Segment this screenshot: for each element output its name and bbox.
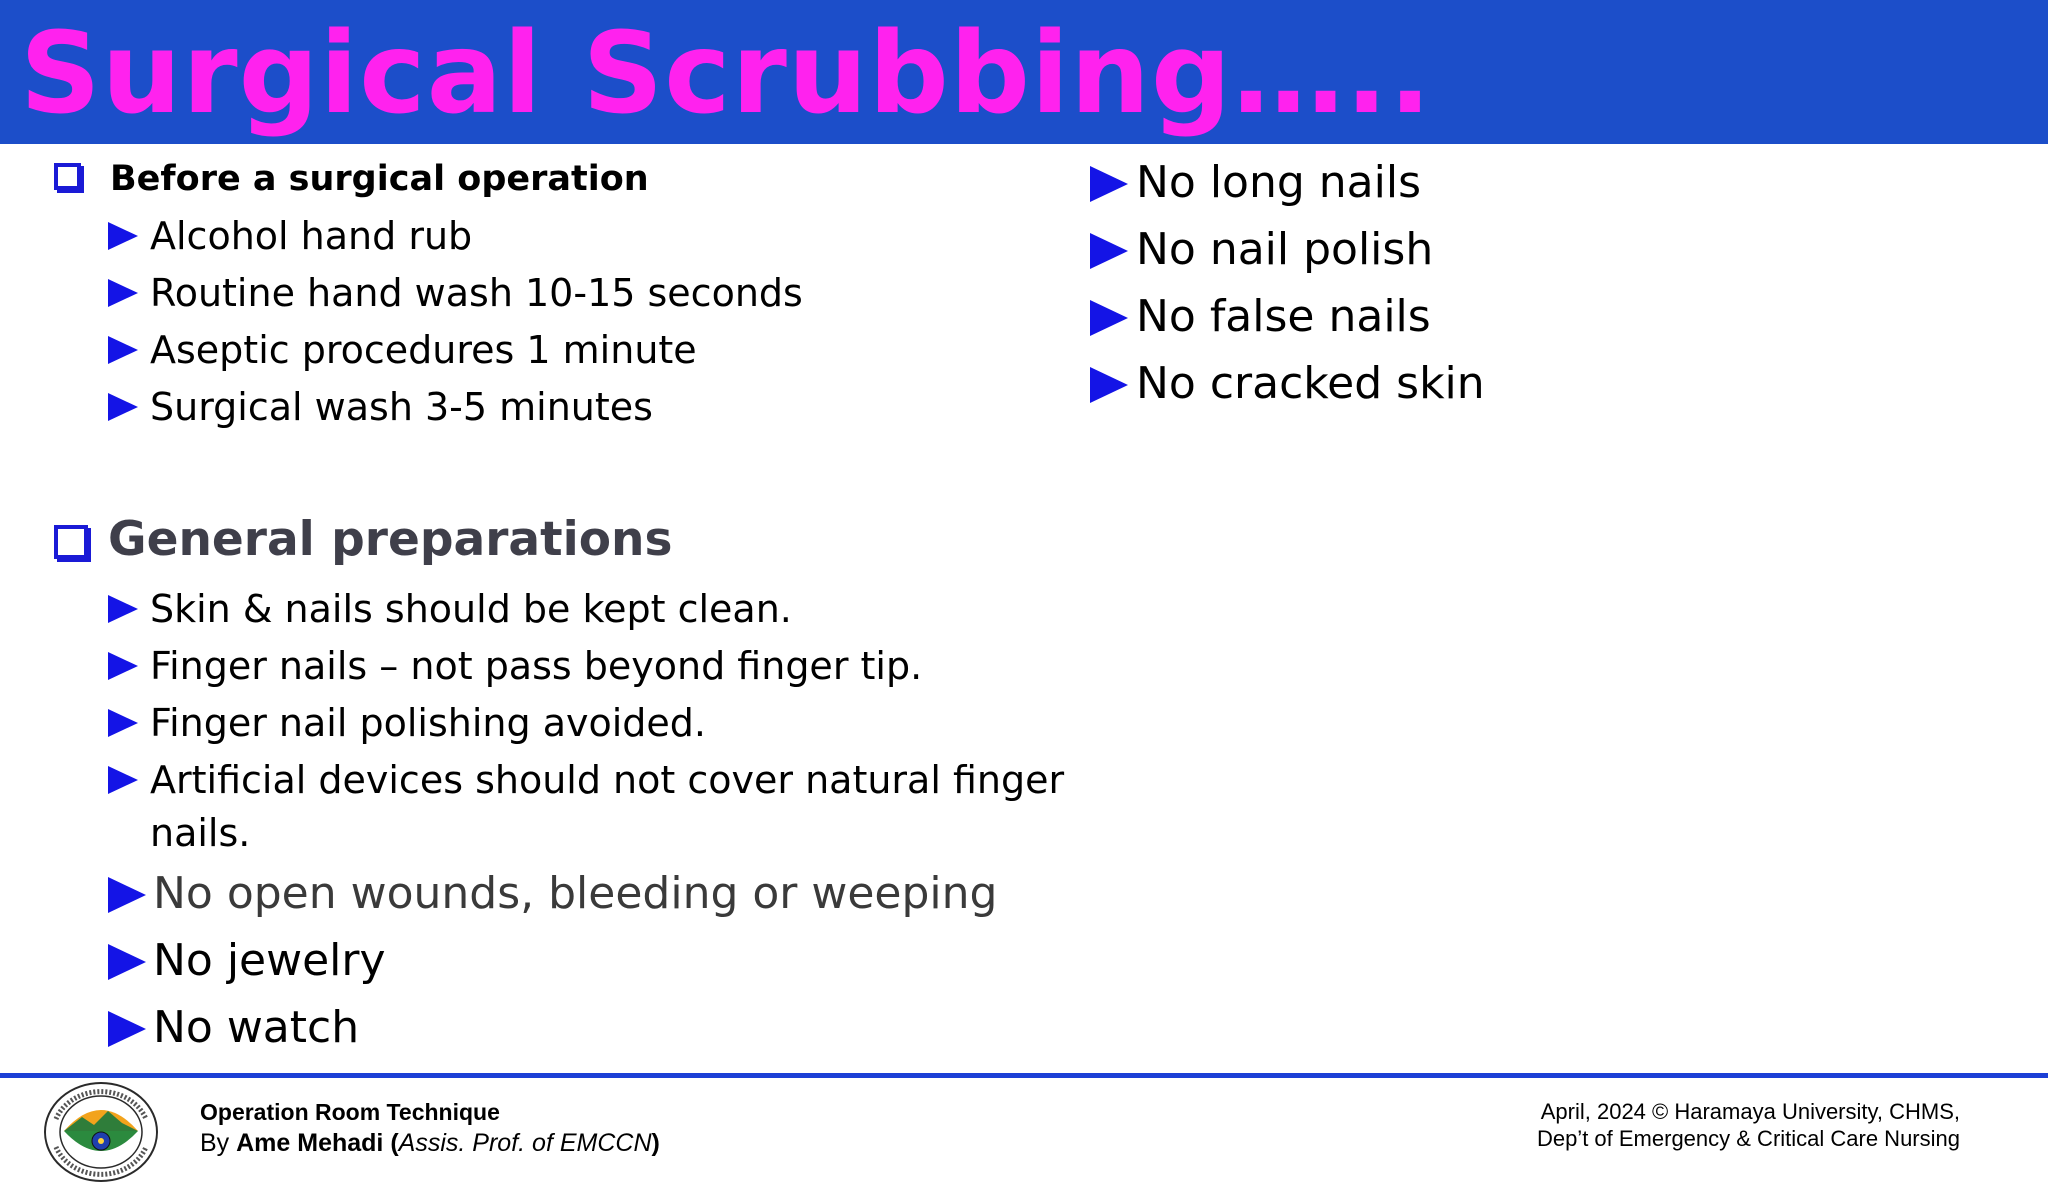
- list-item-continuation: nails.: [150, 811, 251, 855]
- author-line: [200, 1128, 660, 1159]
- footer-copyright: [1537, 1098, 1960, 1152]
- checkbox-icon: [54, 525, 88, 559]
- author-name: Ame Mehadi: [236, 1129, 384, 1157]
- list-item: No watch: [153, 1002, 360, 1053]
- copyright-line: April, 2024 © Haramaya University, CHMS,: [1540, 1099, 1960, 1124]
- author-title-close: ): [651, 1129, 660, 1157]
- list-item: Artificial devices should not cover natural finger: [150, 758, 1065, 802]
- arrow-bullet-icon: [108, 279, 138, 307]
- arrow-bullet-icon: [108, 336, 138, 364]
- list-item: Routine hand wash 10-15 seconds: [150, 271, 803, 315]
- arrow-bullet-icon: [1090, 233, 1128, 269]
- course-name: Operation Room Technique: [200, 1099, 500, 1125]
- list-item: Aseptic procedures 1 minute: [150, 328, 697, 372]
- slide-title: Surgical Scrubbing…..: [20, 9, 1433, 139]
- section-heading-general-preparations: General preparations: [108, 512, 673, 567]
- arrow-bullet-icon: [108, 652, 138, 680]
- arrow-bullet-icon: [108, 1011, 146, 1047]
- list-item: No long nails: [1136, 157, 1421, 208]
- arrow-bullet-icon: [108, 595, 138, 623]
- arrow-bullet-icon: [1090, 166, 1128, 202]
- arrow-bullet-icon: [1090, 367, 1128, 403]
- list-item: No cracked skin: [1136, 358, 1485, 409]
- checkbox-icon: [54, 163, 81, 190]
- author-title: Assis. Prof. of EMCCN: [398, 1129, 652, 1157]
- arrow-bullet-icon: [1090, 300, 1128, 336]
- list-item: Skin & nails should be kept clean.: [150, 587, 792, 631]
- title-bar: [0, 0, 2048, 144]
- arrow-bullet-icon: [108, 877, 146, 913]
- university-seal-icon: [42, 1079, 160, 1182]
- footer-course-info: [200, 1097, 660, 1159]
- arrow-bullet-icon: [108, 222, 138, 250]
- section-heading-before-operation: Before a surgical operation: [110, 159, 649, 199]
- list-item: No open wounds, bleeding or weeping: [153, 868, 998, 919]
- list-item: Alcohol hand rub: [150, 214, 473, 258]
- author-prefix: By: [200, 1129, 237, 1157]
- list-item: No nail polish: [1136, 224, 1434, 275]
- list-item: Finger nail polishing avoided.: [150, 701, 706, 745]
- arrow-bullet-icon: [108, 944, 146, 980]
- footer-divider: [0, 1073, 2048, 1078]
- list-item: Finger nails – not pass beyond finger tip.: [150, 644, 923, 688]
- arrow-bullet-icon: [108, 709, 138, 737]
- arrow-bullet-icon: [108, 393, 138, 421]
- arrow-bullet-icon: [108, 766, 138, 794]
- list-item: No jewelry: [153, 935, 386, 986]
- author-title-open: (: [383, 1129, 399, 1157]
- list-item: Surgical wash 3-5 minutes: [150, 385, 653, 429]
- department-line: Dep’t of Emergency & Critical Care Nursing: [1536, 1126, 1960, 1151]
- list-item: No false nails: [1136, 291, 1431, 342]
